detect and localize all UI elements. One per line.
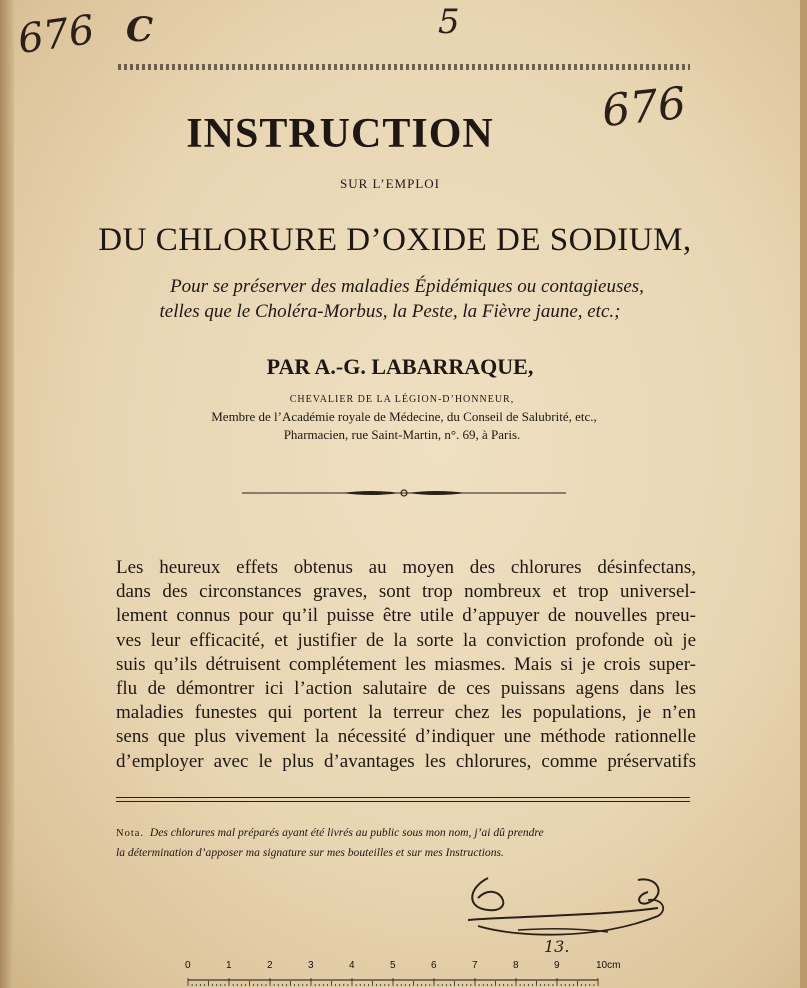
ruler-label: 5	[390, 960, 396, 971]
ruler-label: 8	[513, 960, 519, 971]
handwritten-number-right: 676	[599, 77, 689, 138]
author-address: Pharmacien, rue Saint-Martin, n°. 69, à Paris.	[283, 427, 521, 442]
body-line: ves leur efficacité, et justifier de la sorte la conviction profonde où je	[116, 629, 696, 651]
handwritten-mark: 5	[438, 2, 460, 42]
ruler-label: 9	[554, 960, 560, 971]
ruler-label: 10cm	[596, 960, 621, 971]
body-line: flu de démontrer ici l’action salutaire de ces puissans agens dans les	[116, 678, 696, 700]
body-line: dans des circonstances graves, sont trop nombreux et trop universel-	[116, 581, 696, 603]
purpose-line-1: Pour se préserver des maladies Épidémiques ou contagieuses,	[170, 276, 644, 297]
footnote-rule	[116, 797, 690, 798]
ruler-label: 4	[349, 960, 355, 971]
ornamental-divider	[242, 486, 566, 500]
measurement-ruler	[185, 958, 621, 988]
ruler-label: 0	[185, 960, 191, 971]
ruler-label: 3	[308, 960, 314, 971]
handwritten-number-left: 676	[15, 6, 98, 64]
ruler-label: 7	[472, 960, 478, 971]
subtitle-small: SUR L’EMPLOI	[339, 176, 440, 191]
footnote-label: Nota.	[116, 828, 145, 839]
handwritten-letter: C	[126, 10, 154, 50]
body-line: sens que plus vivement la nécessité d’indiquer une méthode rationnelle	[116, 726, 696, 748]
footnote	[116, 823, 694, 862]
subtitle-large: DU CHLORURE D’OXIDE DE SODIUM,	[98, 222, 692, 258]
body-line: suis qu’ils détruisent complétement les miasmes. Mais si je crois super-	[116, 653, 696, 675]
ruler-label: 2	[267, 960, 273, 971]
decorative-border-line	[118, 64, 690, 70]
body-line: maladies funestes qui portent la terreur chez les populations, je n’en	[116, 702, 696, 724]
footnote-rule-second	[116, 801, 690, 802]
ruler-label: 1	[226, 960, 232, 971]
body-line: d’employer avec le plus d’avantages les chlorures, comme préservatifs	[116, 750, 696, 772]
svg-text:13.: 13.	[544, 937, 570, 956]
body-line: lement connus pour qu’il puisse être utile d’appuyer de nouvelles preu-	[116, 605, 696, 627]
footnote-line-1	[116, 823, 694, 843]
document-title: INSTRUCTION	[186, 111, 494, 157]
footnote-line-2: la détermination d’apposer ma signature sur mes bouteilles et sur mes Instructions.	[116, 846, 504, 859]
body-paragraph	[116, 556, 696, 774]
ruler-label: 6	[431, 960, 437, 971]
handwritten-signature	[458, 858, 678, 958]
purpose-line-2: telles que le Choléra-Morbus, la Peste, la Fièvre jaune, etc.;	[159, 301, 621, 322]
body-line: Les heureux effets obtenus au moyen des chlorures désinfectans,	[116, 557, 696, 578]
author-title: CHEVALIER DE LA LÉGION-D’HONNEUR,	[289, 394, 515, 405]
footnote-text-1: Des chlorures mal préparés ayant été livrés au public sous mon nom, j’ai dû prendre	[149, 826, 544, 839]
author-name: PAR A.-G. LABARRAQUE,	[266, 354, 534, 379]
author-membership: Membre de l’Académie royale de Médecine, du Conseil de Salubrité, etc.,	[211, 409, 597, 424]
